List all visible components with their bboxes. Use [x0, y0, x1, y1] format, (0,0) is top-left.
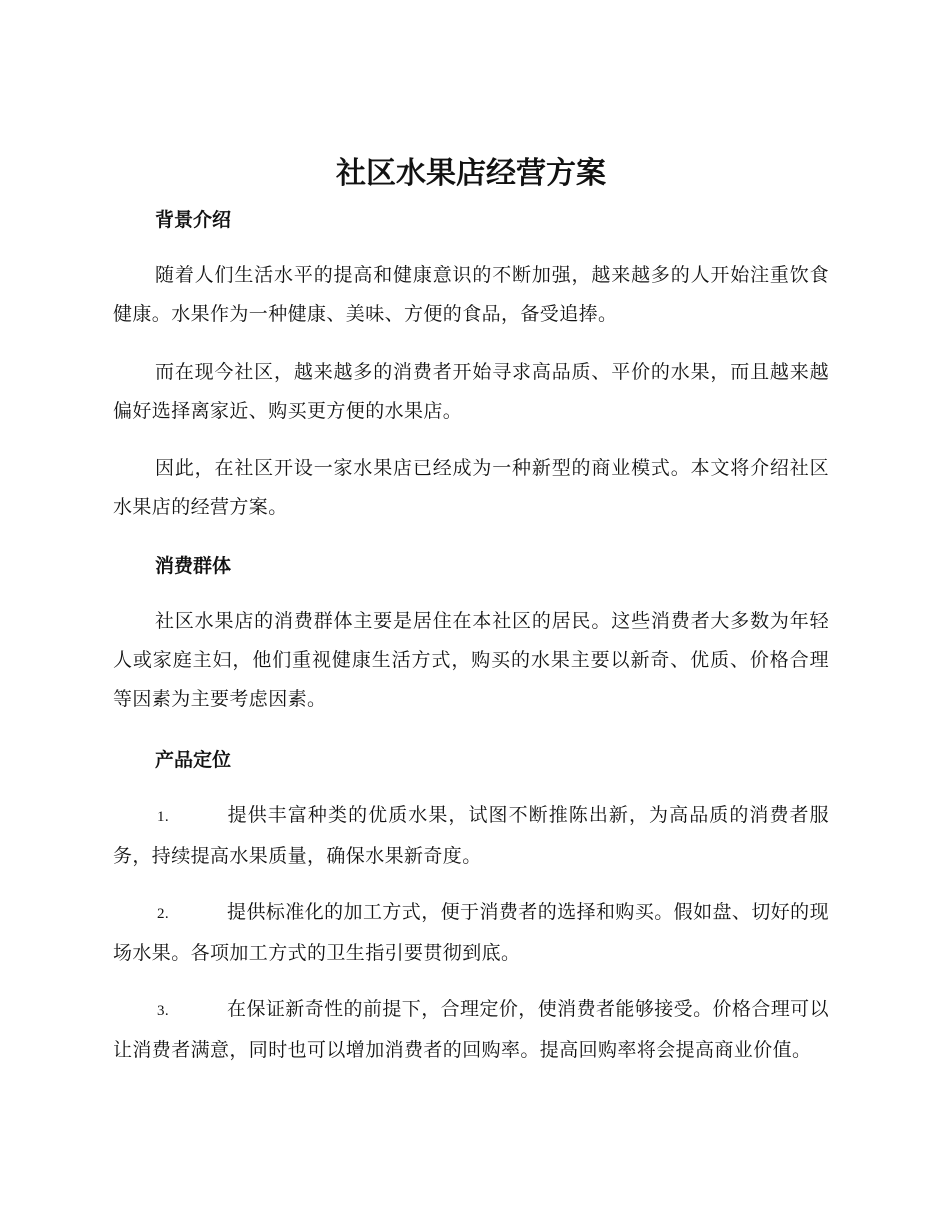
list-item-number: 3.: [157, 1003, 170, 1019]
list-item-number: 2.: [157, 906, 170, 922]
paragraph: 随着人们生活水平的提高和健康意识的不断加强，越来越多的人开始注重饮食健康。水果作为一种健康、美味、方便的食品，备受追捧。: [113, 264, 829, 325]
list-item-text: 提供丰富种类的优质水果，试图不断推陈出新，为高品质的消费者服务，持续提高水果质量，确保水果新奇度。: [113, 804, 829, 867]
section-heading-consumers: 消费群体: [155, 555, 232, 577]
paragraph: 而在现今社区，越来越多的消费者开始寻求高品质、平价的水果，而且越来越偏好选择离家近、购买更方便的水果店。: [113, 361, 829, 422]
list-item-text: 在保证新奇性的前提下，合理定价，使消费者能够接受。价格合理可以让消费者满意，同时也可以增加消费者的回购率。提高回购率将会提高商业价值。: [113, 998, 829, 1061]
list-item: [113, 796, 829, 876]
section-heading-positioning: 产品定位: [155, 749, 232, 771]
list-item: [113, 990, 829, 1070]
section-heading-background: 背景介绍: [155, 209, 232, 231]
list-item-number: 1.: [157, 809, 170, 825]
list-item: [113, 893, 829, 973]
list-item-text: 提供标准化的加工方式，便于消费者的选择和购买。假如盘、切好的现场水果。各项加工方式的卫生指引要贯彻到底。: [113, 901, 829, 964]
document-title: 社区水果店经营方案: [336, 156, 606, 191]
paragraph: 社区水果店的消费群体主要是居住在本社区的居民。这些消费者大多数为年轻人或家庭主妇，他们重视健康生活方式，购买的水果主要以新奇、优质、价格合理等因素为主要考虑因素。: [113, 610, 829, 710]
paragraph: 因此，在社区开设一家水果店已经成为一种新型的商业模式。本文将介绍社区水果店的经营方案。: [113, 457, 829, 518]
